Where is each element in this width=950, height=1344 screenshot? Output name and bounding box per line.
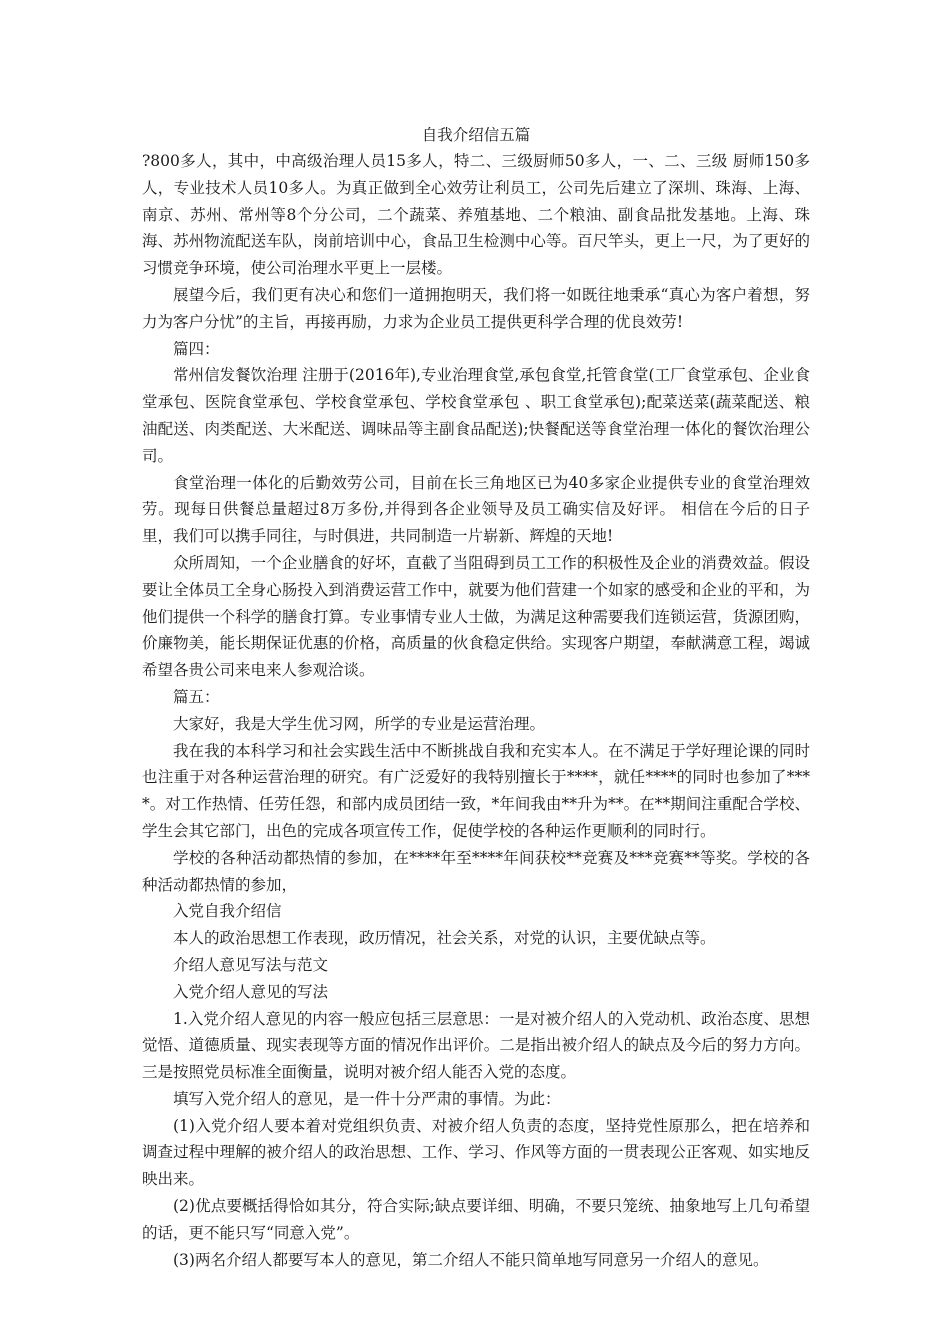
- document-title: 自我介绍信五篇: [421, 126, 531, 144]
- paragraph: (2)优点要概括得恰如其分，符合实际;缺点要详细、明确，不要只笼统、抽象地写上几句希望的话，更不能只写“同意入党”。: [142, 1197, 810, 1242]
- paragraph: 入党自我介绍信: [173, 902, 282, 921]
- paragraph: 篇五：: [173, 687, 220, 706]
- paragraph: 填写入党介绍人的意见，是一件十分严肃的事情。为此：: [173, 1089, 561, 1108]
- paragraph: 学校的各种活动都热情的参加，在****年至****年间获校**竞赛及***竞赛**等奖。学校的各种活动都热情的参加，: [142, 848, 810, 894]
- paragraph: 食堂治理一体化的后勤效劳公司，目前在长三角地区已为40多家企业提供专业的食堂治理效劳。现每日供餐总量超过8万多份,并得到各企业领导及员工确实信及好评。 相信在今后的日子里，我们可以携手同往，与时俱进，共同制造一片崭新、辉煌的天地!: [142, 473, 810, 546]
- paragraph: 展望今后，我们更有决心和您们一道拥抱明天，我们将一如既往地秉承“真心为客户着想，努力为客户分忧”的主旨，再接再励，力求为企业员工提供更科学合理的优良效劳!: [142, 285, 810, 331]
- document-body: [142, 148, 810, 1273]
- paragraph: 1.入党介绍人意见的内容一般应包括三层意思：一是对被介绍人的入党动机、政治态度、思想觉悟、道德质量、现实表现等方面的情况作出评价。二是指出被介绍人的缺点及今后的努力方向。三是按照党员标准全面衡量，说明对被介绍人能否入党的态度。: [142, 1009, 810, 1082]
- paragraph: 本人的政治思想工作表现，政历情况，社会关系，对党的认识，主要优缺点等。: [173, 929, 716, 948]
- paragraph: 大家好，我是大学生优习网，所学的专业是运营治理。: [173, 714, 546, 733]
- paragraph: 我在我的本科学习和社会实践生活中不断挑战自我和充实本人。在不满足于学好理论课的同时也注重于对各种运营治理的研究。有广泛爱好的我特别擅长于****，就任****的同时也参加了****。对工作热情、任劳任怨，和部内成员团结一致，*年间我由**升为**。在**期间注重配合学校、学生会其它部门，出色的完成各项宣传工作，促使学校的各种运作更顺利的同时行。: [142, 741, 810, 840]
- paragraph: 篇四：: [173, 339, 220, 358]
- paragraph: 常州信发餐饮治理 注册于(2016年),专业治理食堂,承包食堂,托管食堂(工厂食堂承包、企业食堂承包、医院食堂承包、学校食堂承包、学校食堂承包 、职工食堂承包);配菜送菜(蔬菜配送、粮油配送、肉类配送、大米配送、调味品等主副食品配送);快餐配送等食堂治理一体化的餐饮治理公司。: [142, 366, 810, 465]
- paragraph: (3)两名介绍人都要写本人的意见，第二介绍人不能只简单地写同意另一介绍人的意见。: [173, 1250, 769, 1269]
- paragraph: (1)入党介绍人要本着对党组织负责、对被介绍人负责的态度，坚持党性原那么，把在培养和调查过程中理解的被介绍人的政治思想、工作、学习、作风等方面的一贯表现公正客观、如实地反映出来。: [142, 1116, 810, 1189]
- paragraph: ?800多人，其中，中高级治理人员15多人，特二、三级厨师50多人，一、二、三级 厨师150多人，专业技术人员10多人。为真正做到全心效劳让利员工，公司先后建立了深圳、珠海、上海、南京、苏州、常州等8个分公司，二个蔬菜、养殖基地、二个粮油、副食品批发基地。上海、珠海、苏州物流配送车队，岗前培训中心，食品卫生检测中心等。百尺竿头，更上一尺，为了更好的习惯竞争环境，使公司治理水平更上一层楼。: [142, 152, 810, 278]
- paragraph: 众所周知，一个企业膳食的好坏，直截了当阻碍到员工工作的积极性及企业的消费效益。假设要让全体员工全身心肠投入到消费运营工作中，就要为他们营建一个如家的感受和企业的平和，为他们提供一个科学的膳食打算。专业事情专业人士做，为满足这种需要我们连锁运营，货源团购，价廉物美，能长期保证优惠的价格，高质量的伙食稳定供给。实现客户期望，奉献满意工程，竭诚希望各贵公司来电来人参观洽谈。: [142, 553, 810, 680]
- paragraph: 入党介绍人意见的写法: [173, 982, 329, 1001]
- paragraph: 介绍人意见写法与范文: [173, 955, 329, 974]
- document-page: [142, 122, 810, 1273]
